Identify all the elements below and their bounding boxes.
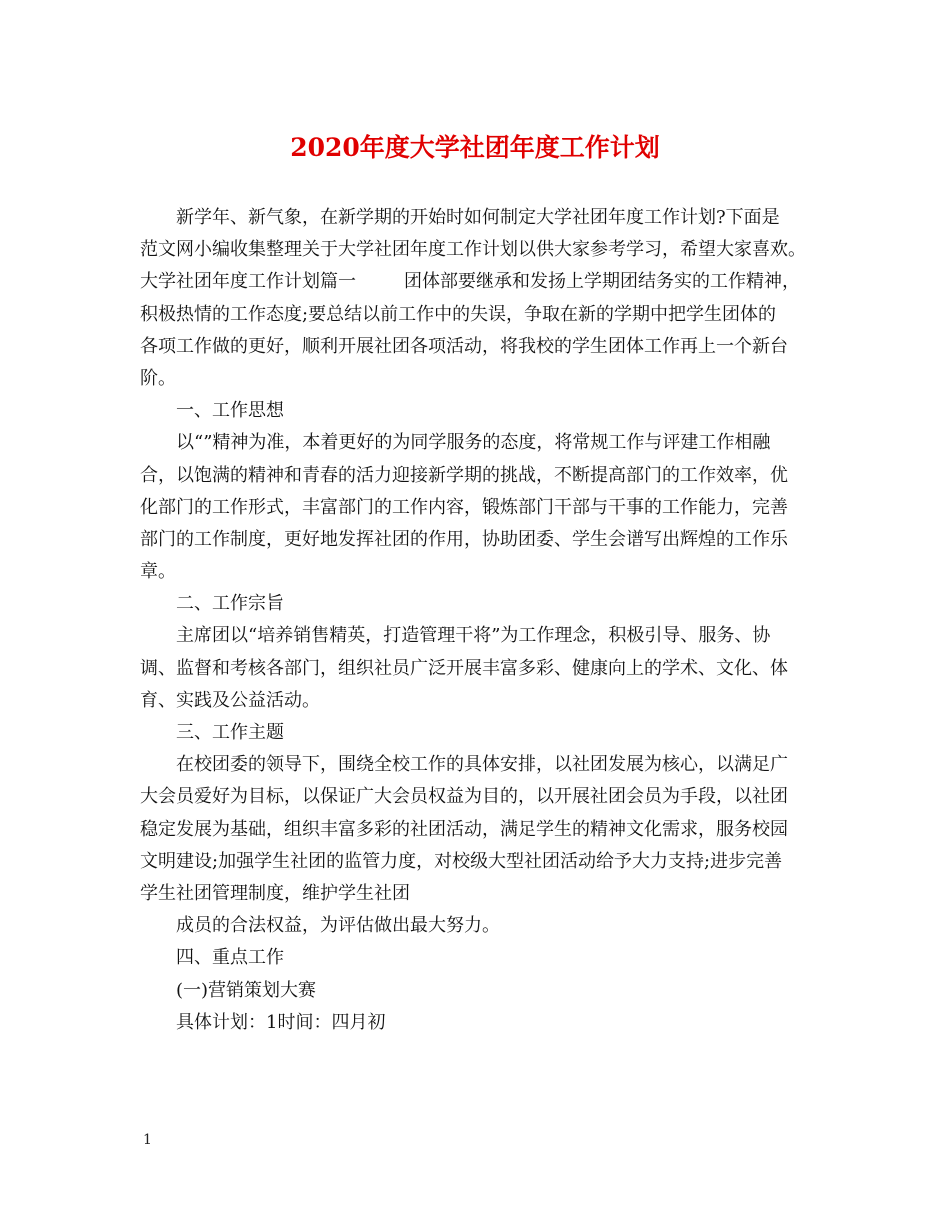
paragraph-line: 成员的合法权益，为评估做出最大努力。 — [176, 915, 500, 937]
paragraph-line: 合，以饱满的精神和青春的活力迎接新学期的挑战，不断提高部门的工作效率，优 — [140, 464, 788, 486]
paragraph-line: 部门的工作制度，更好地发挥社团的作用，协助团委、学生会谱写出辉煌的工作乐 — [140, 528, 788, 550]
paragraph-line-text: 团体部要继承和发扬上学期团结务实的工作精神， — [404, 271, 800, 293]
paragraph-line: 各项工作做的更好，顺利开展社团各项活动，将我校的学生团体工作再上一个新台 — [140, 335, 788, 357]
paragraph-line: 阶。 — [140, 367, 176, 389]
paragraph-line: 育、实践及公益活动。 — [140, 689, 320, 711]
paragraph-line: 范文网小编收集整理关于大学社团年度工作计划以供大家参考学习，希望大家喜欢。 — [140, 239, 806, 261]
paragraph-line: 稳定发展为基础，组织丰富多彩的社团活动，满足学生的精神文化需求，服务校园 — [140, 818, 788, 840]
section-heading: 三、工作主题 — [176, 722, 284, 743]
paragraph-line: 积极热情的工作态度;要总结以前工作中的失误，争取在新的学期中把学生团体的 — [140, 303, 777, 325]
section-heading: 一、工作思想 — [176, 400, 284, 422]
paragraph-line: 以“”精神为准，本着更好的为同学服务的态度，将常规工作与评建工作相融 — [176, 432, 771, 454]
section-heading: 二、工作宗旨 — [176, 593, 284, 615]
page-number: 1 — [143, 1132, 152, 1148]
paragraph-line: 新学年、新气象，在新学期的开始时如何制定大学社团年度工作计划?下面是 — [176, 207, 780, 228]
section-label: 大学社团年度工作计划篇一 — [140, 271, 356, 293]
paragraph-line: 文明建设;加强学生社团的监管力度，对校级大型社团活动给予大力支持;进步完善 — [140, 850, 783, 872]
paragraph-line: 主席团以“培养销售精英，打造管理干将”为工作理念，积极引导、服务、协 — [176, 625, 771, 647]
paragraph-line: 在校团委的领导下，围绕全校工作的具体安排，以社团发展为核心，以满足广 — [176, 754, 788, 776]
paragraph-line: 学生社团管理制度，维护学生社团 — [140, 882, 410, 904]
subsection-heading: (一)营销策划大赛 — [176, 979, 317, 1001]
section-heading: 四、重点工作 — [176, 947, 284, 969]
paragraph-line: 章。 — [140, 561, 176, 583]
paragraph-line: 大会员爱好为目标，以保证广大会员权益为目的，以开展社团会员为手段，以社团 — [140, 786, 788, 808]
page-title: 2020年度大学社团年度工作计划 — [290, 133, 660, 162]
document-body — [140, 202, 830, 1039]
paragraph-line: 具体计划：1时间：四月初 — [176, 1011, 386, 1033]
paragraph-line: 调、监督和考核各部门，组织社员广泛开展丰富多彩、健康向上的学术、文化、体 — [140, 657, 788, 679]
paragraph-line: 化部门的工作形式，丰富部门的工作内容，锻炼部门干部与干事的工作能力，完善 — [140, 496, 788, 518]
paragraph-line-with-section-label — [140, 266, 830, 298]
